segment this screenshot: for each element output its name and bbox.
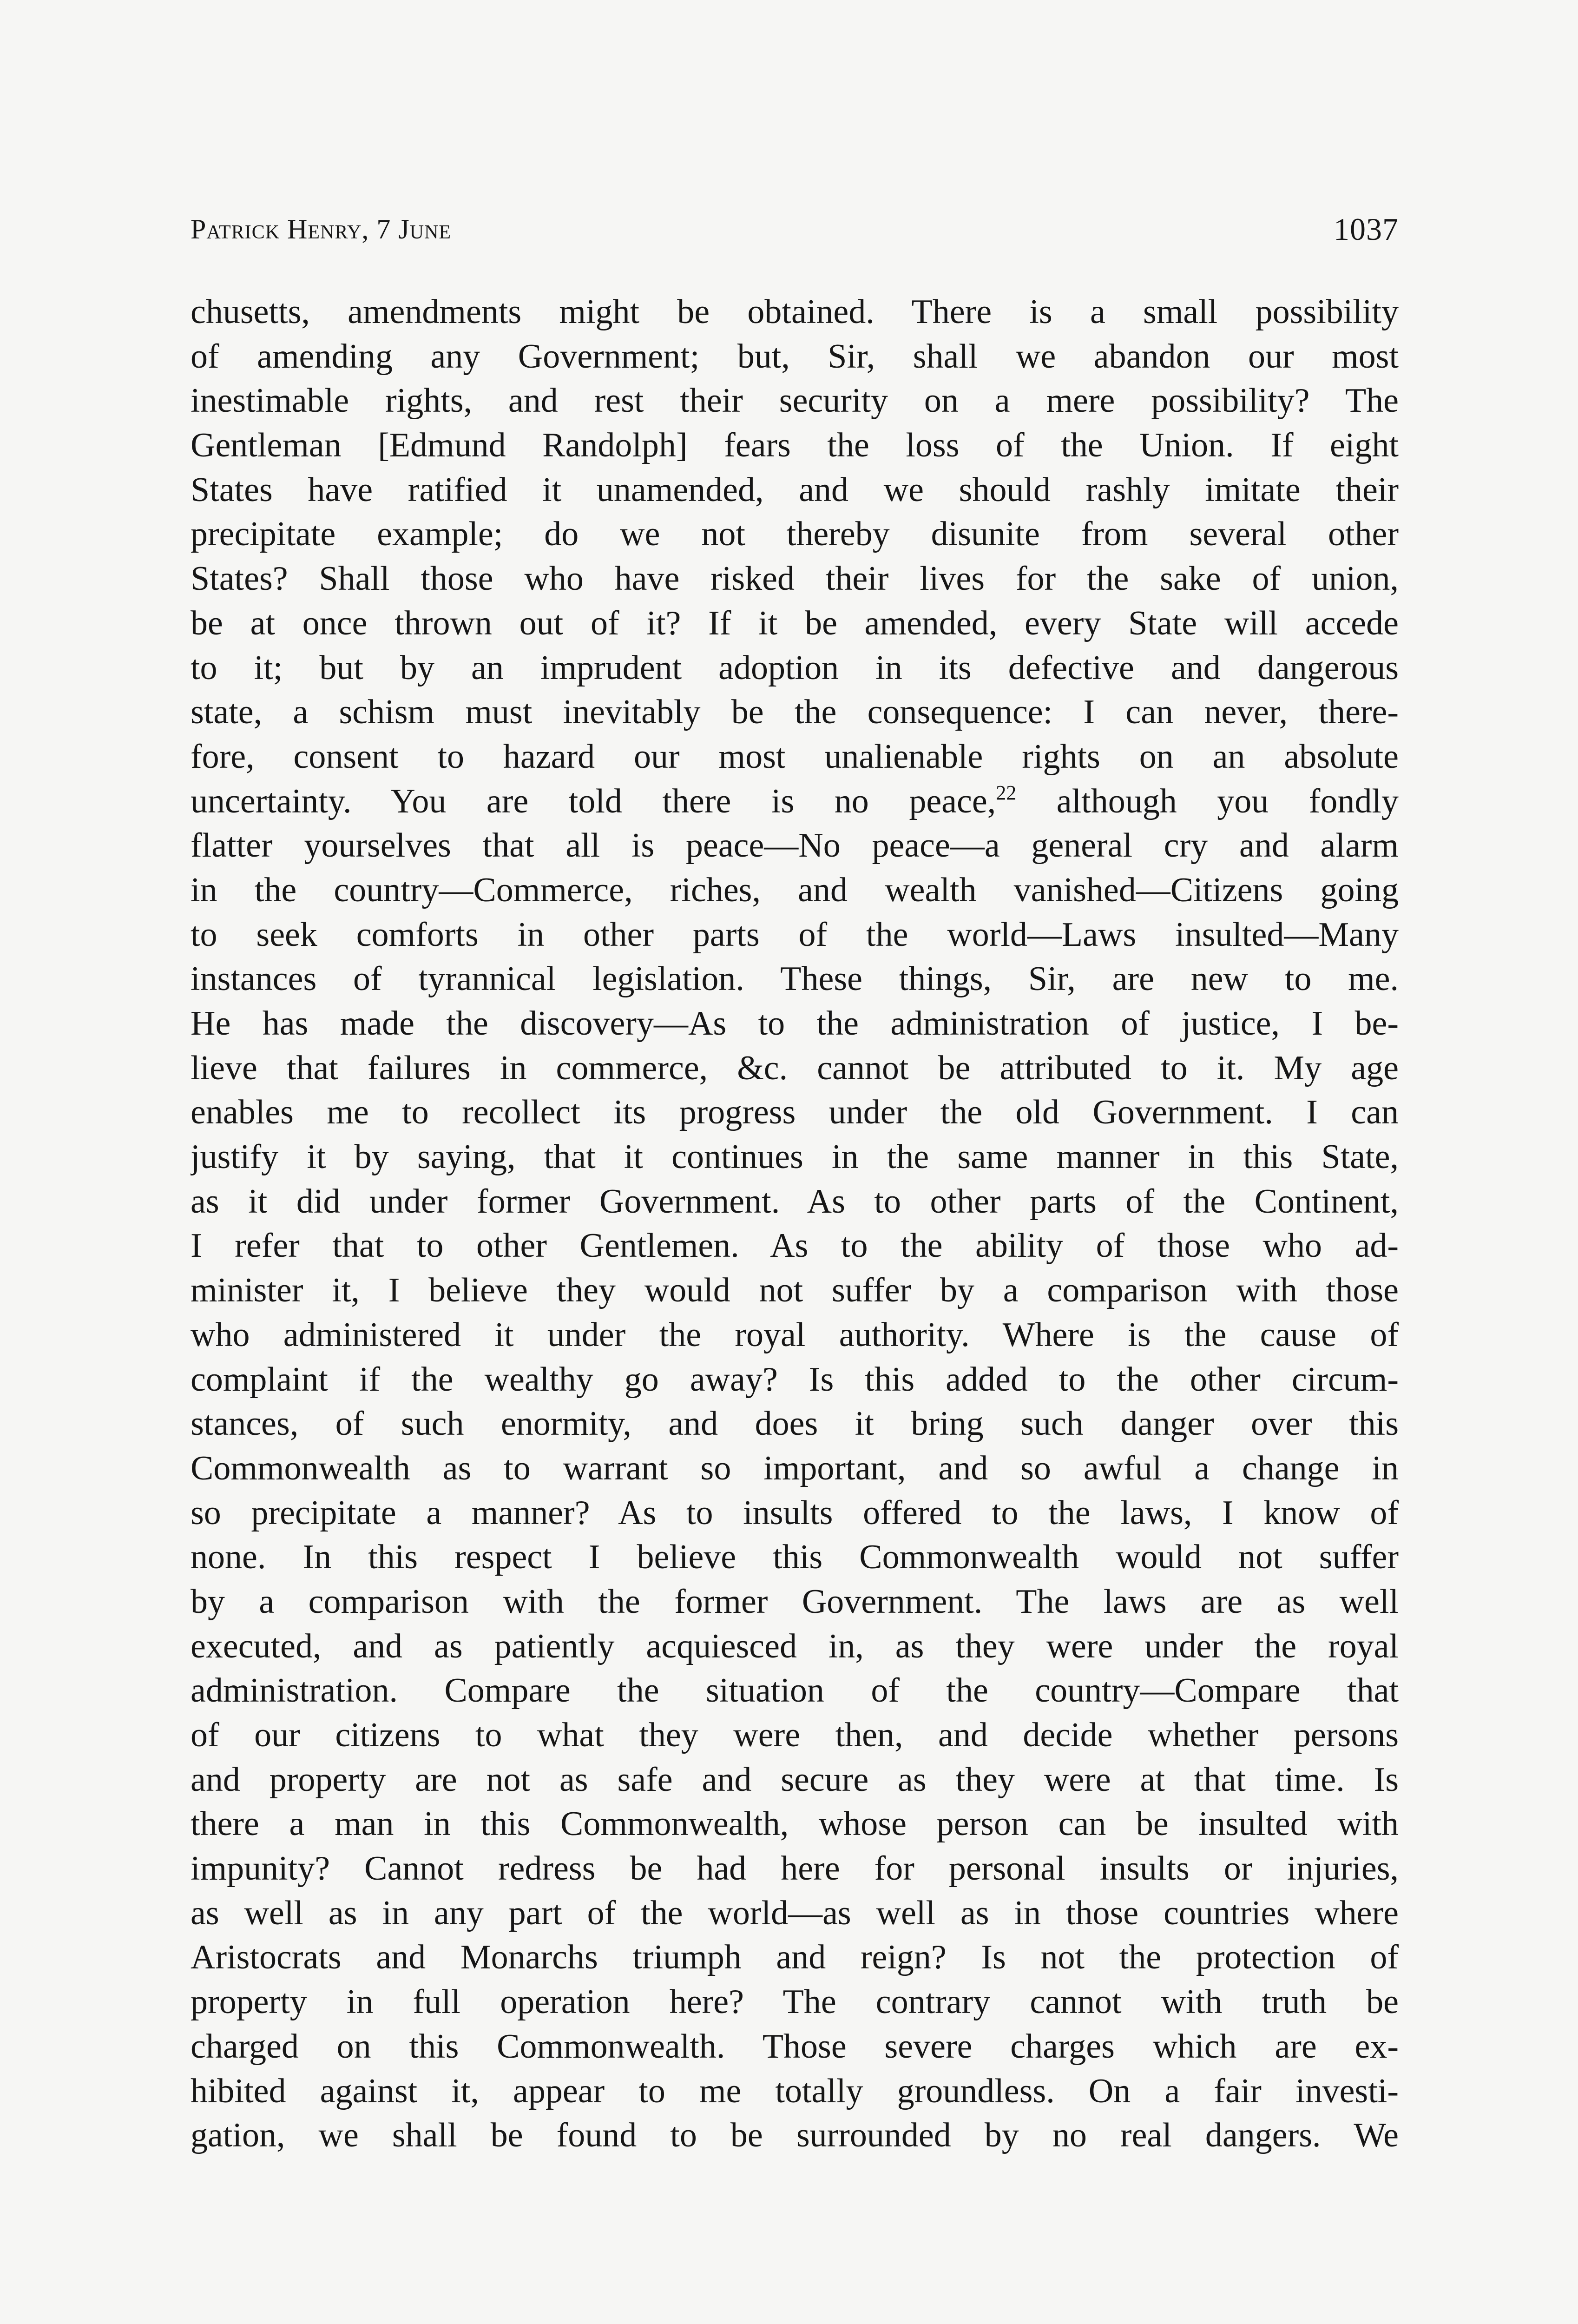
text-line: of our citizens to what they were then, and decide whether persons (191, 1716, 1399, 1754)
text-line: stances, of such enormity, and does it bring such danger over this (191, 1405, 1399, 1443)
text-line: so precipitate a manner? As to insults offered to the laws, I know of (191, 1493, 1399, 1532)
text-line: who administered it under the royal authority. Where is the cause of (191, 1315, 1399, 1354)
running-head (191, 208, 1399, 250)
text-line: state, a schism must inevitably be the consequence: I can never, there- (191, 693, 1399, 732)
text-line: hibited against it, appear to me totally groundless. On a fair investi- (191, 2072, 1399, 2110)
text-line: property in full operation here? The contrary cannot with truth be (191, 1983, 1399, 2021)
body-text (191, 290, 1399, 2158)
footnote-marker: 22 (996, 781, 1017, 804)
running-title: Patrick Henry, 7 June (191, 214, 452, 244)
text-line: by a comparison with the former Government. The laws are as well (191, 1582, 1399, 1621)
text-line: lieve that failures in commerce, &c. cannot be attributed to it. My age (191, 1049, 1399, 1087)
text-line: justify it by saying, that it continues in the same manner in this State, (191, 1138, 1399, 1176)
text-line: States? Shall those who have risked their lives for the sake of union, (191, 560, 1399, 598)
text-line: minister it, I believe they would not suffer by a comparison with those (191, 1271, 1399, 1310)
text-line-with-footnote (191, 779, 1399, 824)
text-line: none. In this respect I believe this Commonwealth would not suffer (191, 1538, 1399, 1577)
text-line: executed, and as patiently acquiesced in, as they were under the royal (191, 1627, 1399, 1665)
text-line: to seek comforts in other parts of the world—Laws insulted—Many (191, 915, 1399, 954)
text-line: flatter yourselves that all is peace—No peace—a general cry and alarm (191, 826, 1399, 865)
text-line: complaint if the wealthy go away? Is this added to the other circum- (191, 1360, 1399, 1399)
text-line: States have ratified it unamended, and we should rashly imitate their (191, 470, 1399, 509)
text-line: instances of tyrannical legislation. These things, Sir, are new to me. (191, 960, 1399, 998)
text-line: and property are not as safe and secure as they were at that time. Is (191, 1760, 1399, 1799)
text-line-part: although you fondly (1016, 782, 1399, 820)
text-line: inestimable rights, and rest their security on a mere possibility? The (191, 382, 1399, 420)
text-line: enables me to recollect its progress under the old Government. I can (191, 1093, 1399, 1132)
text-line: Gentleman [Edmund Randolph] fears the loss of the Union. If eight (191, 426, 1399, 465)
text-line: in the country—Commerce, riches, and wealth vanished—Citizens going (191, 871, 1399, 909)
text-line: as it did under former Government. As to other parts of the Continent, (191, 1182, 1399, 1221)
text-line: precipitate example; do we not thereby disunite from several other (191, 515, 1399, 554)
text-line: Aristocrats and Monarchs triumph and reign? Is not the protection of (191, 1938, 1399, 1977)
page-number: 1037 (1334, 211, 1399, 247)
text-line-part: uncertainty. You are told there is no peace, (191, 782, 996, 820)
text-line: of amending any Government; but, Sir, shall we abandon our most (191, 337, 1399, 376)
text-line: gation, we shall be found to be surrounded by no real dangers. We (191, 2116, 1399, 2155)
text-line: fore, consent to hazard our most unalienable rights on an absolute (191, 737, 1399, 776)
text-line: to it; but by an imprudent adoption in its defective and dangerous (191, 648, 1399, 687)
text-line: administration. Compare the situation of the country—Compare that (191, 1671, 1399, 1710)
text-line: Commonwealth as to warrant so important, and so awful a change in (191, 1449, 1399, 1487)
text-line: be at once thrown out of it? If it be amended, every State will accede (191, 604, 1399, 642)
text-line: there a man in this Commonwealth, whose person can be insulted with (191, 1805, 1399, 1843)
text-line: chusetts, amendments might be obtained. There is a small possibility (191, 293, 1399, 331)
text-line: impunity? Cannot redress be had here for personal insults or injuries, (191, 1849, 1399, 1888)
text-line: charged on this Commonwealth. Those severe charges which are ex- (191, 2027, 1399, 2066)
text-line: He has made the discovery—As to the administration of justice, I be- (191, 1004, 1399, 1043)
text-line: as well as in any part of the world—as well as in those countries where (191, 1894, 1399, 1932)
text-line: I refer that to other Gentlemen. As to the ability of those who ad- (191, 1227, 1399, 1265)
